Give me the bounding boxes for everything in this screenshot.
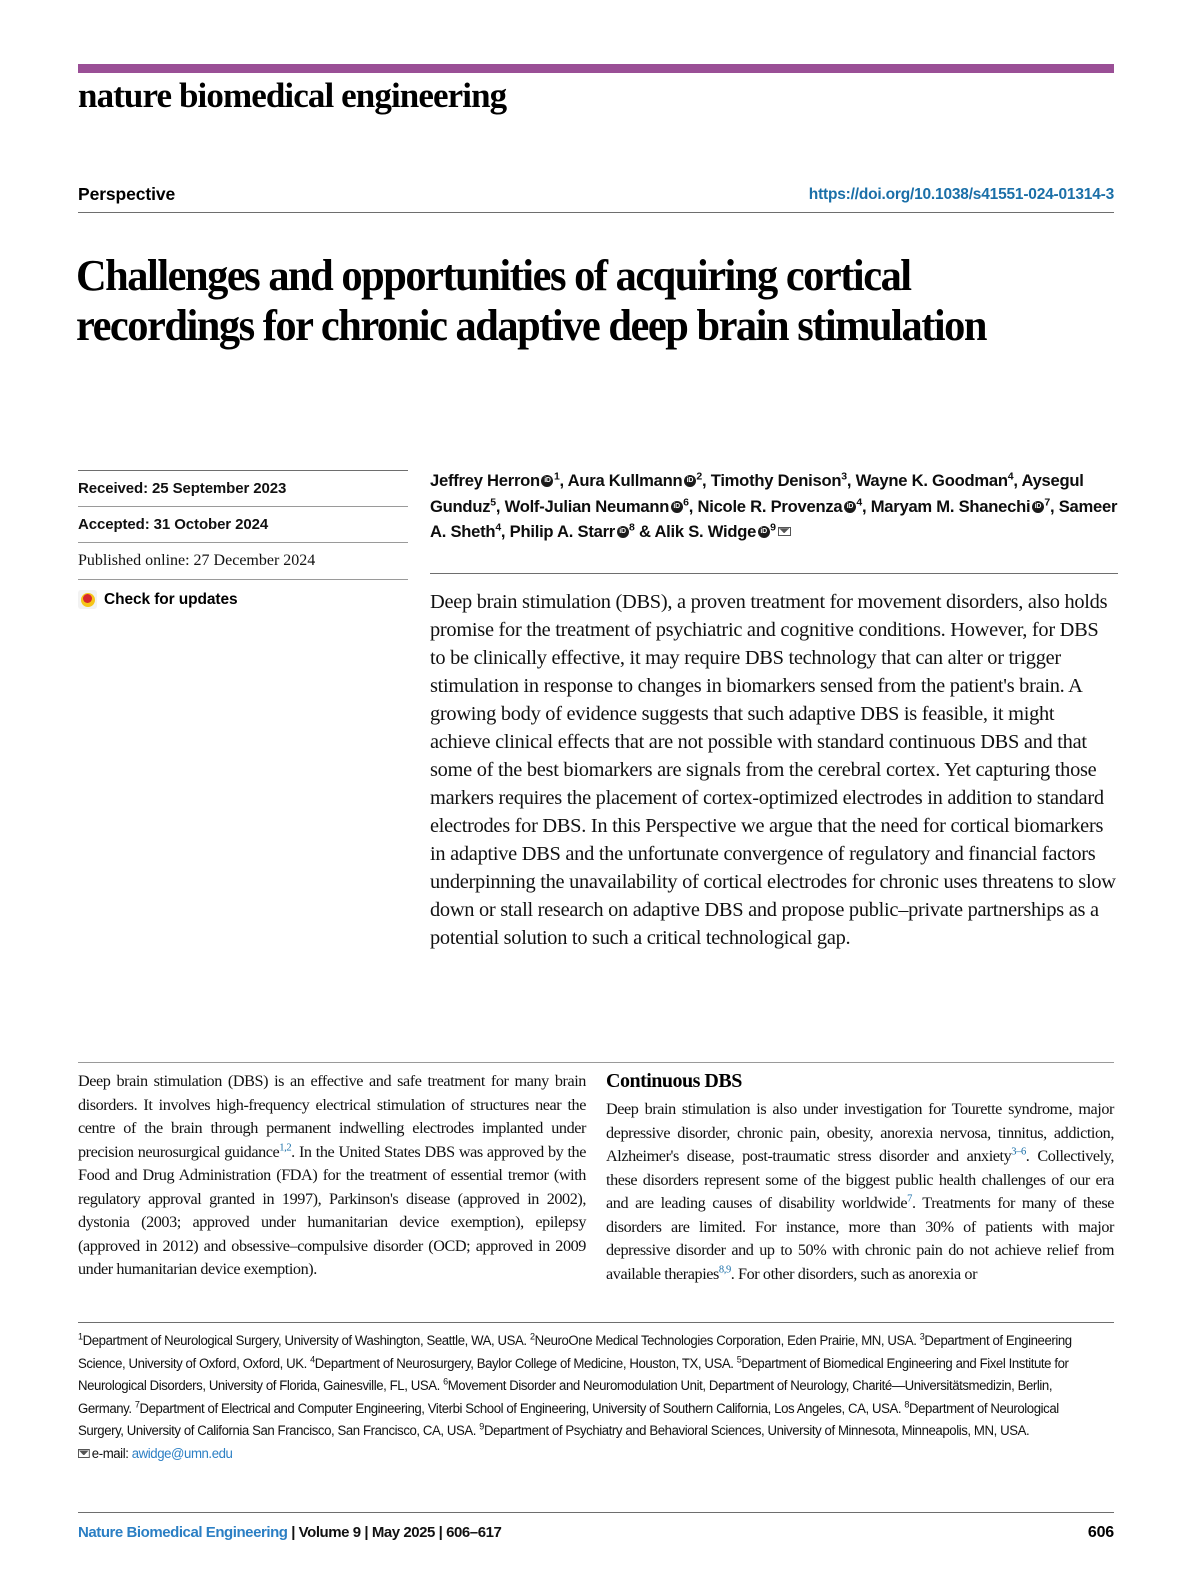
page-title: Challenges and opportunities of acquiring cortical recordings for chronic adaptive deep brain stimulation	[76, 251, 986, 351]
orcid-icon[interactable]	[758, 526, 770, 538]
affiliation-item: $^7$Department of Electrical and Computer Engineering, Viterbi School of Engineering, University of Southern California, Los Angeles, CA, USA.	[134, 1399, 905, 1416]
orcid-icon[interactable]	[844, 501, 856, 513]
author-name[interactable]: Alik S. Widge	[654, 522, 757, 541]
reference-citation[interactable]: 7	[907, 1193, 912, 1205]
corresponding-email-line	[78, 1443, 1102, 1466]
affiliation-marker: 8	[904, 1399, 909, 1410]
divider-above-affiliations	[78, 1322, 1114, 1323]
affiliation-marker: 2	[529, 1331, 535, 1342]
author-name[interactable]: Jeffrey Herron	[430, 471, 540, 490]
author-name[interactable]: Sameer A. Sheth	[430, 496, 1118, 541]
affiliation-marker: 5	[736, 1354, 742, 1365]
email-label: e-mail:	[91, 1445, 132, 1461]
doi-link[interactable]: https://doi.org/10.1038/s41551-024-01314-3	[808, 186, 1114, 203]
affiliation-item: $^6$Movement Disorder and Neuromodulation Unit, Department of Neurology, Charité—Universitätsmedizin, Berlin, Germany.	[78, 1376, 1053, 1416]
article-type-row	[78, 184, 1114, 214]
divider-above-abstract	[430, 573, 1118, 574]
footer-citation	[78, 1524, 501, 1541]
affiliation-item: $^8$Department of Neurological Surgery, University of California San Francisco, San Francisco, CA, USA.	[78, 1399, 1059, 1439]
affiliation-marker: 9	[479, 1421, 484, 1432]
affiliation-item: $^5$Department of Biomedical Engineering and Fixel Institute for Neurological Disorders, University of Florida, Gainesville, FL, USA.	[78, 1354, 1069, 1394]
author-name[interactable]: Timothy Denison	[710, 471, 842, 490]
page-number: 606	[1087, 1524, 1114, 1541]
check-for-updates-label: Check for updates	[104, 590, 238, 608]
author-name[interactable]: Maryam M. Shanechi	[870, 496, 1031, 516]
affiliation-marker: 7	[134, 1399, 140, 1410]
reference-citation[interactable]: 8,9	[718, 1264, 731, 1276]
crossmark-icon	[78, 590, 97, 609]
received-date: Received: 25 September 2023	[78, 480, 287, 497]
section-heading-continuous-dbs: Continuous DBS	[606, 1070, 742, 1092]
published-online-date: Published online: 27 December 2024	[78, 552, 316, 569]
abstract-text: Deep brain stimulation (DBS), a proven treatment for movement disorders, also holds promise for the treatment of psychiatric and cognitive conditions. However, for DBS to be clinically effective, it may require DBS technology that can alter or trigger stimulation in response to changes in biomarkers sensed from the patient's brain. A growing body of evidence suggests that such adaptive DBS is feasible, it might achieve clinical effects that are not possible with standard continuous DBS and that some of the best biomarkers are signals from the cerebral cortex. Yet capturing those markers requires the placement of cortex-optimized electrodes in addition to standard electrodes for DBS. In this Perspective we argue that the need for cortical biomarkers in adaptive DBS and the unfortunate convergence of regulatory and financial factors underpinning the unavailability of cortical electrodes for chronic uses threatens to slow down or stall research on adaptive DBS and propose public–private partnerships as a potential solution to such a critical technological gap.	[430, 590, 1116, 949]
affiliation-item: $^1$Department of Neurological Surgery, University of Washington, Seattle, WA, USA.	[78, 1331, 530, 1348]
para-part-1: Deep brain stimulation is also under investigation for Tourette syndrome, major depressive disorder, chronic pain, obesity, anorexia nervosa, tinnitus, addiction, Alzheimer's disease, post-traumatic stress disorder and anxiety	[606, 1100, 1114, 1165]
author-name[interactable]: Philip A. Starr	[509, 522, 615, 541]
divider-above-footer	[78, 1512, 1114, 1513]
affiliation-item: $^2$NeuroOne Medical Technologies Corporation, Eden Prairie, MN, USA.	[529, 1331, 920, 1348]
footer-journal-name[interactable]: Nature Biomedical Engineering	[78, 1524, 288, 1541]
affiliation-item: $^9$Department of Psychiatry and Behavioral Sciences, University of Minnesota, Minneapolis, MN, USA.	[479, 1421, 1030, 1439]
footer-volume-info: | Volume 9 | May 2025 | 606–617	[287, 1524, 502, 1541]
authors-and-abstract	[430, 468, 1118, 952]
author-name[interactable]: Wayne K. Goodman	[855, 471, 1008, 490]
intro-paragraph	[78, 1070, 586, 1282]
intro-part-2: . In the United States DBS was approved by the Food and Drug Administration (FDA) for the treatment of essential tremor (with regulatory approval granted in 1997), Parkinson's disease (approved in 2002), dystonia (2003; approved under humanitarian device exemption), epilepsy (approved in 2012) and obsessive–compulsive disorder (OCD; approved in 2009 under humanitarian device exemption).	[78, 1142, 586, 1278]
check-for-updates-button[interactable]	[78, 580, 408, 609]
author-name[interactable]: Aura Kullmann	[567, 471, 683, 490]
orcid-icon[interactable]	[671, 501, 683, 513]
envelope-icon	[78, 1449, 90, 1458]
page-footer	[78, 1524, 1114, 1550]
journal-accent-bar	[78, 64, 1114, 73]
para-part-2: . Collectively, these disorders represent some of the biggest public health challenges of our era and are leading causes of disability worldwide	[606, 1147, 1114, 1212]
author-name[interactable]: Wolf-Julian Neumann	[504, 496, 670, 516]
divider-under-article-type	[78, 212, 1114, 213]
para-part-4: . For other disorders, such as anorexia or	[730, 1264, 978, 1283]
continuous-dbs-paragraph	[606, 1098, 1114, 1286]
reference-citation[interactable]: 3–6	[1011, 1146, 1026, 1158]
orcid-icon[interactable]	[684, 475, 696, 487]
intro-part-1: Deep brain stimulation (DBS) is an effective and safe treatment for many brain disorders. It involves high-frequency electrical stimulation of structures near the centre of the brain through permanent indwelling electrodes implanted under precision neurosurgical guidance	[78, 1072, 586, 1161]
orcid-icon[interactable]	[541, 475, 553, 487]
body-column-right	[606, 1070, 1114, 1286]
journal-logo: nature biomedical engineering	[78, 76, 507, 115]
envelope-icon[interactable]	[778, 527, 791, 536]
article-metadata-panel	[78, 470, 408, 609]
author-name[interactable]: Aysegul Gunduz	[430, 471, 1084, 516]
affiliation-item: $^4$Department of Neurosurgery, Baylor College of Medicine, Houston, TX, USA.	[310, 1354, 737, 1371]
orcid-icon[interactable]	[1032, 501, 1044, 513]
article-type-label: Perspective	[78, 184, 176, 204]
reference-citation[interactable]: 1,2	[279, 1142, 292, 1154]
affiliation-marker: 4	[310, 1354, 315, 1365]
affiliations-block	[78, 1330, 1102, 1466]
affiliation-marker: 1	[78, 1331, 83, 1342]
email-link[interactable]: awidge@umn.edu	[131, 1445, 233, 1461]
affiliation-item: $^3$Department of Engineering Science, University of Oxford, Oxford, UK.	[78, 1331, 1072, 1371]
author-list: Jeffrey Herron iD $^1$, Aura Kullmann iD $^2$, Timothy Denison$^3$, Wayne K. Goodman$^4$, Aysegul Gunduz$^5$, Wolf-Julian Neumann iD $^6$, Nicole R. Provenza iD $^4$, Maryam M. Shanechi iD $^7$, Sameer A. Sheth$^4$, Philip A. Starr iD $^8$ & Alik S. Widge iD $^9$	[430, 468, 1118, 545]
author-name[interactable]: Nicole R. Provenza	[697, 496, 843, 516]
accepted-date: Accepted: 31 October 2024	[78, 516, 269, 533]
body-column-left	[78, 1070, 586, 1282]
para-part-3: . Treatments for many of these disorders are limited. For instance, more than 30% of patients with major depressive disorder and up to 50% with chronic pain do not achieve relief from available therapies	[606, 1194, 1114, 1283]
orcid-icon[interactable]	[617, 526, 629, 538]
affiliation-marker: 6	[443, 1376, 448, 1387]
divider-above-body	[78, 1062, 1114, 1063]
affiliation-marker: 3	[919, 1331, 925, 1342]
